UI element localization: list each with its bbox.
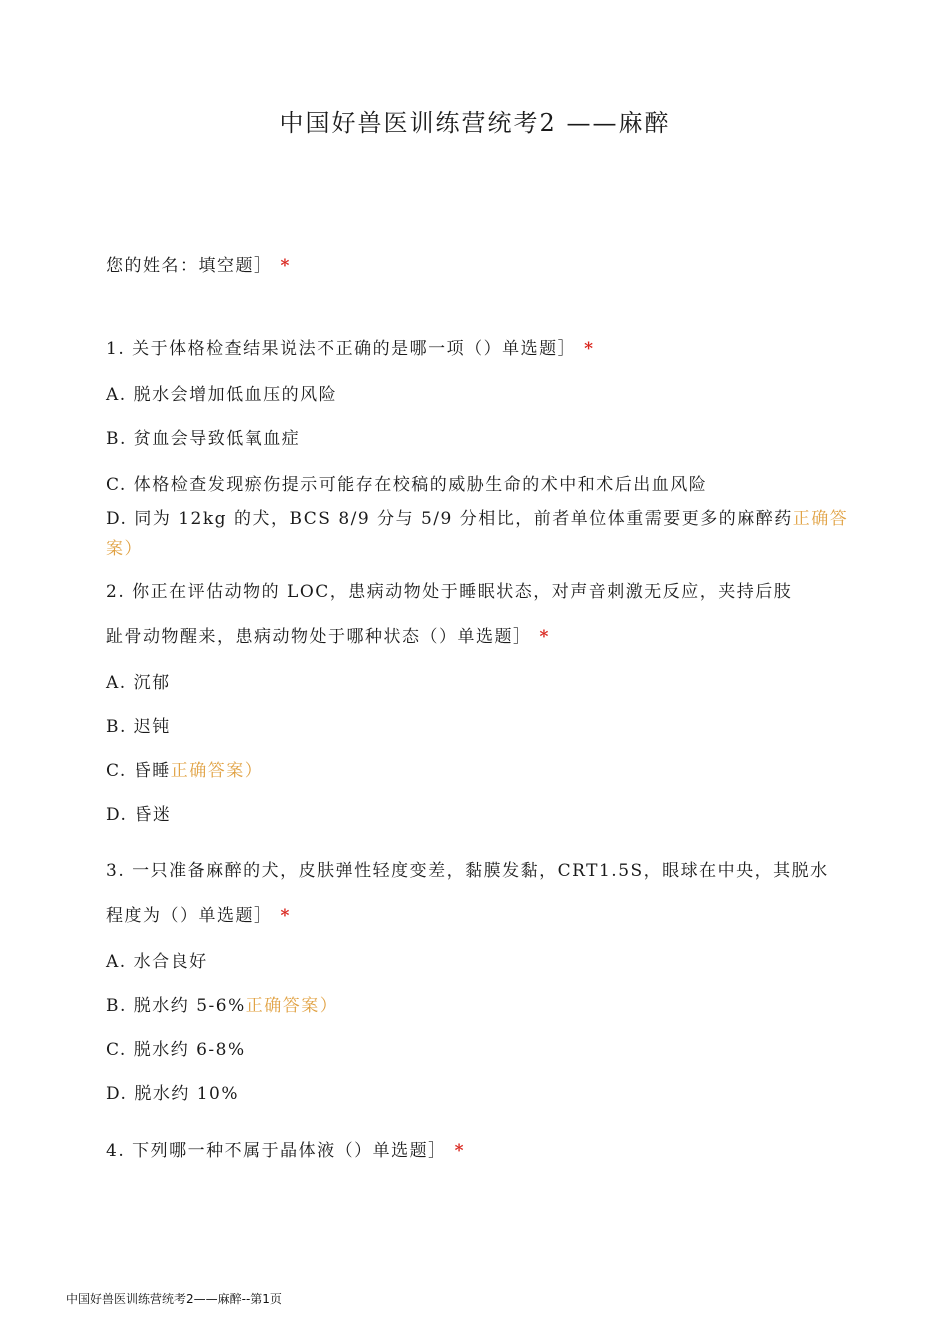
question-3-stem-line-2 — [106, 904, 291, 928]
question-1-option-b: B. 贫血会导致低氧血症 — [106, 429, 301, 449]
correct-answer-marker: 案） — [106, 539, 143, 559]
question-2-stem-line-2 — [106, 625, 550, 649]
question-2-option-b: B. 迟钝 — [106, 717, 171, 737]
required-marker: * — [539, 627, 550, 647]
question-3-option-b — [106, 994, 338, 1018]
question-3-option-d: D. 脱水约 10% — [106, 1084, 240, 1104]
question-3-option-a: A. 水合良好 — [106, 952, 208, 972]
question-2-text: 趾骨动物醒来，患病动物处于哪种状态（）单选题］ — [106, 627, 532, 647]
question-2-option-d: D. 昏迷 — [106, 805, 172, 825]
correct-answer-marker: 正确答案） — [245, 996, 339, 1016]
required-marker: * — [280, 256, 291, 276]
question-3-stem-line-1: 3. 一只准备麻醉的犬，皮肤弹性轻度变差，黏膜发黏，CRT1.5S，眼球在中央，其脱水 — [106, 861, 829, 881]
required-marker: * — [454, 1141, 466, 1161]
name-question-label: 您的姓名：填空题］ — [106, 256, 273, 276]
question-1-option-d-text: D. 同为 12kg 的犬，BCS 8/9 分与 5/9 分相比，前者单位体重需要更多的麻醉药 — [106, 509, 793, 529]
page-footer: 中国好兽医训练营统考2——麻醉--第1页 — [66, 1292, 282, 1306]
question-3-text: 程度为（）单选题］ — [106, 906, 273, 926]
page-title: 中国好兽医训练营统考2 ——麻醉 — [279, 109, 671, 137]
question-4-stem — [106, 1139, 465, 1163]
question-3-option-c: C. 脱水约 6-8% — [106, 1040, 246, 1060]
question-2-option-c — [106, 759, 263, 783]
question-1-stem — [106, 337, 595, 361]
question-1-option-a: A. 脱水会增加低血压的风险 — [106, 385, 338, 405]
question-1-option-c: C. 体格检查发现瘀伤提示可能存在校稿的威胁生命的术中和术后出血风险 — [106, 475, 708, 495]
question-1-text: 1. 关于体格检查结果说法不正确的是哪一项（）单选题］ — [106, 339, 577, 359]
question-2-stem-line-1: 2. 你正在评估动物的 LOC，患病动物处于睡眠状态，对声音刺激无反应，夹持后肢 — [106, 582, 793, 602]
required-marker: * — [280, 906, 291, 926]
question-1-option-d — [106, 507, 848, 531]
required-marker: * — [584, 339, 595, 359]
question-1-option-d-cont — [106, 537, 143, 561]
question-2-option-c-text: C. 昏睡 — [106, 761, 171, 781]
correct-answer-marker: 正确答 — [792, 509, 849, 529]
correct-answer-marker: 正确答案） — [170, 761, 264, 781]
name-question — [106, 254, 291, 278]
question-3-option-b-text: B. 脱水约 5-6% — [106, 996, 246, 1016]
question-2-option-a: A. 沉郁 — [106, 673, 171, 693]
question-4-text: 4. 下列哪一种不属于晶体液（）单选题］ — [106, 1141, 447, 1161]
